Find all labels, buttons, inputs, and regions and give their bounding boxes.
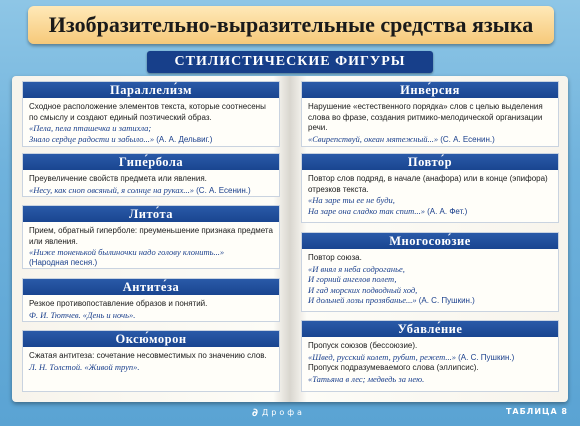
definition-text: Преувеличение свойств предмета или явления.: [29, 174, 207, 183]
card-ellipsis: [301, 320, 559, 392]
example-text: «Ниже тоненькой былиночки надо голову клонить...»: [29, 247, 225, 258]
example-text: И дольней лозы прозябанье...»: [308, 295, 417, 306]
card-inversion: [301, 81, 559, 147]
card-body: [302, 249, 558, 309]
example-text: И горний ангелов полет,: [308, 274, 397, 285]
card-body: [23, 98, 279, 147]
card-heading: Убавле́ние: [302, 321, 558, 337]
card-heading: Антите́за: [23, 279, 279, 295]
citation: (А. С. Пушкин.): [418, 296, 475, 306]
table-label: ТАБЛИЦА 8: [505, 407, 568, 416]
example-line: [308, 295, 552, 307]
card-body: [23, 347, 279, 374]
card-body: [23, 170, 279, 198]
example-text: «Свирепствуй, океан мятежный...»: [308, 133, 439, 144]
card-heading: Параллели́зм: [23, 82, 279, 98]
card-litotes: [22, 205, 280, 269]
definition-text: Повтор союза.: [308, 253, 362, 262]
citation: (Народная песня.): [29, 257, 98, 267]
card-body: [302, 170, 558, 219]
citation: (С. А. Есенин.): [196, 185, 251, 195]
definition-text: Резкое противопоставление образов и понятий.: [29, 299, 208, 308]
example-text: «Татьяна в лес; медведь за нею.: [308, 373, 425, 384]
example-line: [308, 206, 552, 218]
card-repetition: [301, 153, 559, 223]
card-polysyndeton: [301, 232, 559, 312]
citation: (А. С. Пушкин.): [458, 352, 515, 362]
card-body: [23, 222, 279, 270]
card-body: [302, 337, 558, 386]
example-line: [308, 134, 552, 146]
example-line: [308, 352, 552, 364]
example-text: «Швед, русский колет, рубит, режет...»: [308, 351, 457, 362]
definition-text: Повтор слов подряд, в начале (анафора) или в конце (эпифора) отрезков текста.: [308, 174, 548, 194]
publisher-name: Дрофа: [261, 408, 305, 417]
definition-text: Нарушение «естественного порядка» слов с целью выделения слова во фразе, создания ритмико-мелодической организации речи.: [308, 102, 543, 133]
card-heading: Повто́р: [302, 154, 558, 170]
card-heading: Оксю́морон: [23, 331, 279, 347]
card-hyperbole: [22, 153, 280, 197]
card-antithesis: [22, 278, 280, 322]
definition-text: Пропуск союзов (бессоюзие).: [308, 341, 418, 350]
definition-text: Пропуск подразумеваемого слова (эллипсис).: [308, 363, 479, 373]
example-text: «Пела, пела пташечка и затихла;: [29, 123, 152, 134]
example-text: «Несу, как сноп овсяный, я солнце на руках...»: [29, 184, 194, 195]
example-text: «И внял я неба содроганье,: [308, 263, 405, 274]
card-heading: Многосою́зие: [302, 233, 558, 249]
card-heading: Лито́та: [23, 206, 279, 222]
example-text: И гад морских подводный ход,: [308, 284, 418, 295]
example-text: Л. Н. Толстой. «Живой труп».: [29, 361, 140, 372]
citation: (А. А. Дельвиг.): [156, 134, 213, 144]
definition-text: Прием, обратный гиперболе: преуменьшение признака предмета или явления.: [29, 226, 273, 246]
citation: (С. А. Есенин.): [440, 134, 495, 144]
page-title: Изобразительно-выразительные средства языка: [28, 6, 554, 44]
example-text: На заре она сладко так спит...»: [308, 205, 425, 216]
card-heading: Инве́рсия: [302, 82, 558, 98]
section-subtitle: СТИЛИСТИЧЕСКИЕ ФИГУРЫ: [147, 51, 433, 73]
card-body: [23, 295, 279, 322]
card-body: [302, 98, 558, 147]
example-text: Знало сердце радости и забыло...»: [29, 133, 155, 144]
citation: (А. А. Фет.): [427, 206, 468, 216]
definition-text: Сходное расположение элементов текста, которые соотнесены по смыслу и создают единый поэтический образ.: [29, 102, 266, 122]
example-text: Ф. И. Тютчев. «День и ночь».: [29, 309, 136, 320]
publisher-logo: [252, 406, 305, 419]
definition-text: Сжатая антитеза: сочетание несовместимых по значению слов.: [29, 351, 267, 360]
card-oxymoron: [22, 330, 280, 392]
example-text: «На заре ты ее не буди,: [308, 195, 395, 206]
example-line: [29, 185, 273, 197]
card-parallelism: [22, 81, 280, 147]
example-line: [29, 134, 273, 146]
card-heading: Гипе́рбола: [23, 154, 279, 170]
publisher-mark-icon: ∂: [252, 406, 258, 419]
